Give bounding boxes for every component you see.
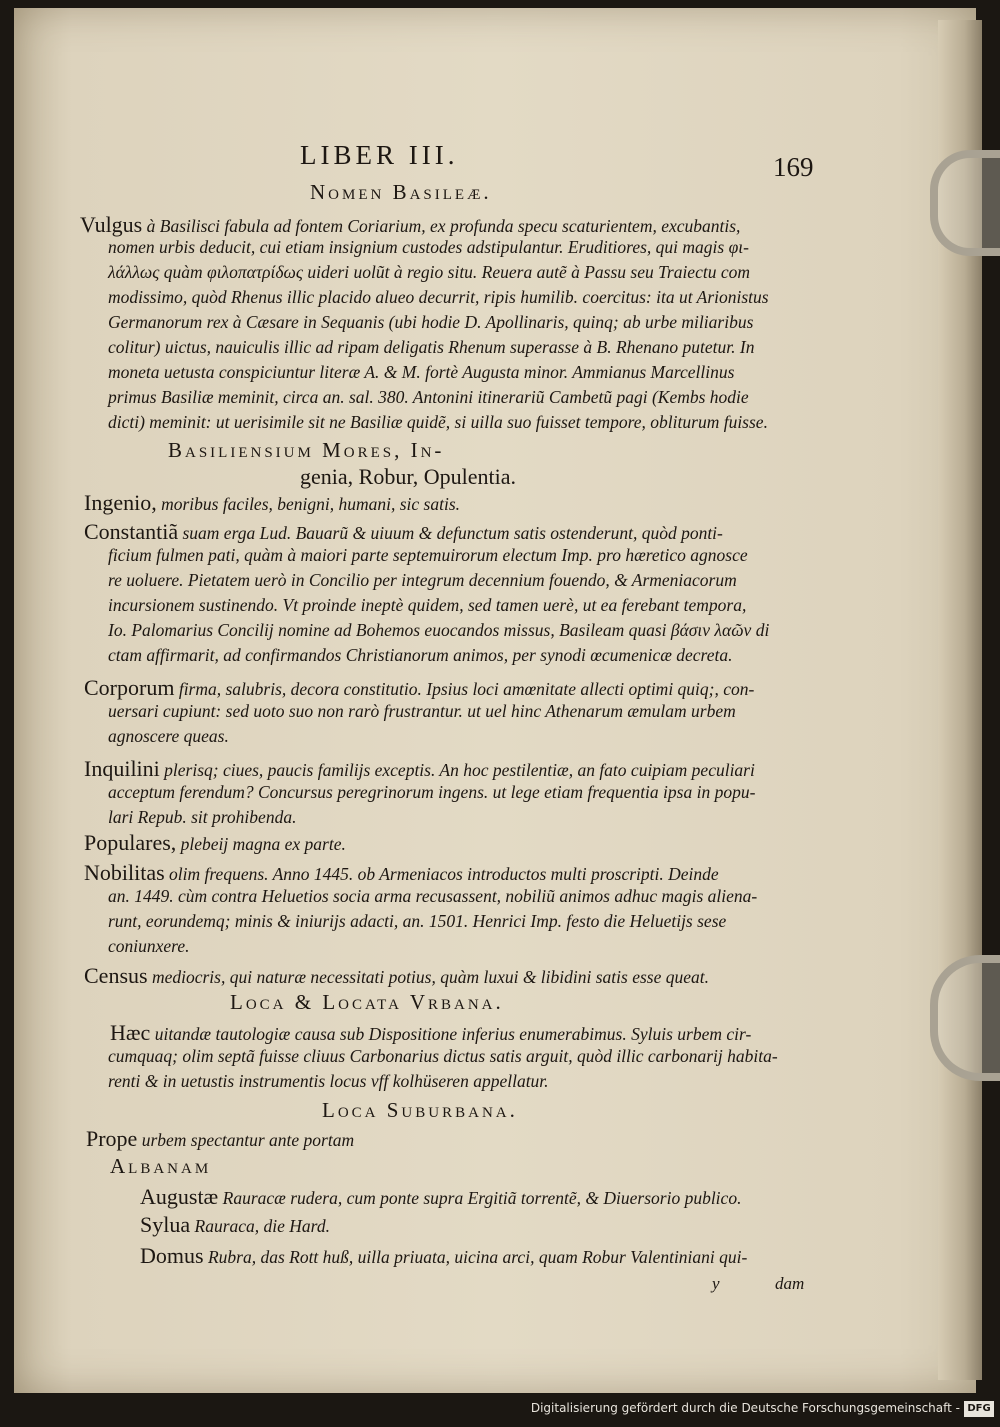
section-title-nomen: Nomen Basileæ.	[310, 180, 492, 204]
paragraph-line: cumquaq; olim septã fuisse cliuus Carbonarius dictus satis arguit, quòd illic carbonarij habita-	[108, 1046, 778, 1066]
paragraph-line: primus Basiliæ meminit, circa an. sal. 380. Antonini itinerariũ Cambetũ pagi (Kembs hodie	[108, 387, 749, 407]
paragraph-line: Nobilitas olim frequens. Anno 1445. ob Armeniacos introductos multi proscripti. Deinde	[84, 860, 719, 885]
paragraph-line: lari Repub. sit prohibenda.	[108, 807, 297, 827]
paragraph-line: nomen urbis deducit, cui etiam insignium custodes adstipulantur. Eruditiores, qui magis φι-	[108, 237, 749, 257]
paragraph-line: Census mediocris, qui naturæ necessitati potius, quàm luxui & libidini satis esse queat.	[84, 963, 709, 988]
paragraph-line: colitur) uictus, nauiculis illic ad ripam deligatis Rhenum superasse à B. Rhenano putetur. In	[108, 337, 755, 357]
paragraph-lead: Hæc	[110, 1020, 151, 1045]
section-subtitle-mores: genia, Robur, Opulentia.	[300, 464, 517, 489]
paragraph-lead: Domus	[140, 1243, 204, 1268]
paragraph-line: Germanorum rex à Cæsare in Sequanis (ubi hodie D. Apollinaris, quinq; ab urbe miliaribus	[108, 312, 754, 332]
paragraph-line: ficium fulmen pati, quàm à maiori parte septemuirorum electum Imp. pro hæretico agnosce	[108, 545, 748, 565]
paragraph-line: agnoscere queas.	[108, 726, 229, 746]
paragraph-line: uersari cupiunt: sed uoto suo non rarò frustrantur. ut uel hinc Athenarum æmulam urbem	[108, 701, 736, 721]
section-title-mores: Basiliensium Mores, In-	[168, 438, 445, 462]
signature-mark: y	[712, 1274, 720, 1293]
funding-notice: Digitalisierung gefördert durch die Deutsche Forschungsgemeinschaft -	[530, 1401, 960, 1415]
page-number: 169	[773, 152, 814, 182]
section-title-loca-suburbana: Loca Suburbana.	[322, 1098, 518, 1122]
paragraph-lead: Nobilitas	[84, 860, 165, 885]
paragraph-line: modissimo, quòd Rhenus illic placido alueo decurrit, ripis humilib. coercitus: ita ut Arionistus	[108, 287, 769, 307]
section-title-loca-urbana: Loca & Locata Vrbana.	[230, 990, 504, 1014]
book-clasp-top	[930, 150, 1000, 256]
paragraph-line: Inquilini plerisq; ciues, paucis familijs exceptis. An hoc pestilentiæ, an fato cuipiam peculiari	[84, 756, 755, 781]
running-title: LIBER III.	[300, 140, 459, 170]
paragraph-line: Sylua Rauraca, die Hard.	[140, 1212, 330, 1237]
paragraph-line: Io. Palomarius Concilij nomine ad Bohemos euocandos missus, Basileam quasi βάσιν λαῶν di	[108, 620, 770, 640]
paragraph-line: Prope urbem spectantur ante portam	[86, 1126, 355, 1151]
paragraph-line: dicti) meminit: ut uerisimile sit ne Basiliæ quidẽ, si uilla suo fuisset tempore, obliturum fuisse.	[108, 412, 768, 432]
subheading-albanam: Albanam	[110, 1154, 212, 1178]
paragraph-line: acceptum ferendum? Concursus peregrinorum ingens. ut lege etiam frequentia ipsa in popu-	[108, 782, 756, 802]
paragraph-line: λάλλως quàm φιλοπατρίδως uideri uolũt à regio situ. Reuera autẽ à Passu seu Traiectu com	[108, 262, 750, 282]
paragraph-lead: Vulgus	[80, 212, 143, 237]
book-clasp-bottom	[930, 955, 1000, 1081]
catchword: dam	[775, 1274, 805, 1293]
footer-bar	[0, 1393, 1000, 1427]
dfg-logo-icon: DFG	[964, 1401, 994, 1417]
paragraph-lead: Constantiã	[84, 519, 179, 544]
paragraph-line: Vulgus à Basilisci fabula ad fontem Coriarium, ex profunda specu scaturientem, excubantis,	[80, 212, 741, 237]
paragraph-line: moneta uetusta conspiciuntur literæ A. & M. fortè Augusta minor. Ammianus Marcellinus	[108, 362, 735, 382]
paragraph-lead: Populares,	[84, 830, 177, 855]
paragraph-line: renti & in uetustis instrumentis locus vff kolhüseren appellatur.	[108, 1071, 549, 1091]
paragraph-line: Hæc uitandæ tautologiæ causa sub Dispositione inferius enumerabimus. Syluis urbem cir-	[110, 1020, 752, 1045]
paragraph-line: re uoluere. Pietatem uerò in Concilio per integrum decennium fouendo, & Armeniacorum	[108, 570, 737, 590]
paragraph-line: an. 1449. cùm contra Heluetios socia arma recusassent, nobiliũ animos adhuc magis aliena-	[108, 886, 758, 906]
paragraph-line: Populares, plebeij magna ex parte.	[84, 830, 346, 855]
paragraph-line: coniunxere.	[108, 936, 190, 956]
paragraph-line: ctam affirmarit, ad confirmandos Christianorum animos, per synodi œcumenicæ decreta.	[108, 645, 733, 665]
paragraph-lead: Inquilini	[84, 756, 160, 781]
paragraph-lead: Corporum	[84, 675, 175, 700]
paragraph-line: runt, eorundemq; minis & iniurijs adacti, an. 1501. Henrici Imp. festo die Heluetijs sese	[108, 911, 727, 931]
paragraph-line: incursionem sustinendo. Vt proinde ineptè quidem, sed tamen uerè, ut ea ferebant tempora,	[108, 595, 747, 615]
paragraph-lead: Ingenio,	[84, 490, 157, 515]
paragraph-lead: Prope	[86, 1126, 138, 1151]
paragraph-line: Domus Rubra, das Rott huß, uilla priuata, uicina arci, quam Robur Valentiniani qui-	[140, 1243, 748, 1268]
paragraph-line: Augustæ Rauracæ rudera, cum ponte supra Ergitiã torrentẽ, & Diuersorio publico.	[140, 1184, 742, 1209]
paragraph-line: Constantiã suam erga Lud. Bauarũ & uiuum & defunctum satis ostenderunt, quòd ponti-	[84, 519, 723, 544]
paragraph-lead: Sylua	[140, 1212, 191, 1237]
paragraph-line: Corporum firma, salubris, decora constitutio. Ipsius loci amœnitate allecti optimi quiq;, con-	[84, 675, 755, 700]
paragraph-lead: Augustæ	[140, 1184, 219, 1209]
paragraph-line: Ingenio, moribus faciles, benigni, humani, sic satis.	[84, 490, 461, 515]
paragraph-lead: Census	[84, 963, 148, 988]
